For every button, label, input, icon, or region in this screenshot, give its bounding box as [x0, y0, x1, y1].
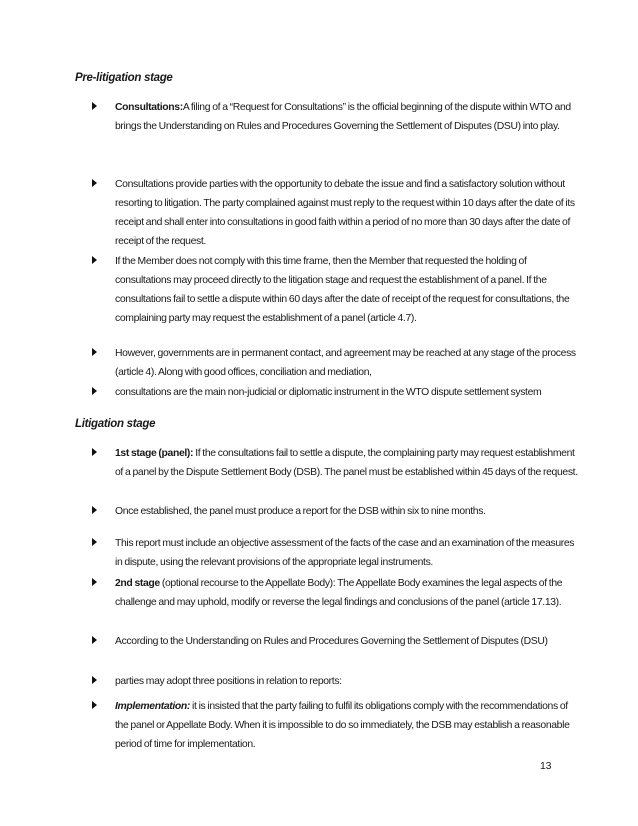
item-body: If the consultations fail to settle a dispute, the complaining party may request establishment of a panel by the Dispute Settlement Body (DSB). The panel must be established within 45 days of the request.: [115, 448, 578, 478]
triangle-bullet-icon: [92, 506, 97, 514]
triangle-bullet-icon: [92, 256, 97, 264]
triangle-bullet-icon: [92, 387, 97, 395]
item-body: However, governments are in permanent contact, and agreement may be reached at any stage of the process (article 4). Along with good offices, conciliation and mediation,: [115, 348, 576, 378]
list-item-text: [115, 175, 578, 251]
item-body: A filing of a “Request for Consultations” is the official beginning of the dispute within WTO and brings the Understanding on Rules and Procedures Governing the Settlement of Disputes (DSU) into play.: [115, 102, 571, 132]
list-item: [92, 574, 578, 612]
list-item-text: [115, 502, 578, 521]
item-body: it is insisted that the party failing to fulfil its obligations comply with the recommendations of the panel or Appellate Body. When it is impossible to do so immediately, the DSB may establish a reasonable period of time for implementation.: [115, 701, 570, 750]
list-item: [92, 632, 578, 651]
triangle-bullet-icon: [92, 448, 97, 456]
section-heading-litigation: Litigation stage: [75, 418, 156, 430]
triangle-bullet-icon: [92, 636, 97, 644]
list-item: [92, 252, 578, 328]
triangle-bullet-icon: [92, 179, 97, 187]
list-item: [92, 98, 578, 136]
list-item-text: [115, 98, 578, 136]
triangle-bullet-icon: [92, 538, 97, 546]
list-item-text: [115, 444, 578, 482]
list-item-text: [115, 574, 578, 612]
item-lead: Consultations:: [115, 102, 183, 113]
item-body: parties may adopt three positions in relation to reports:: [115, 676, 342, 687]
list-item: [92, 175, 578, 251]
list-item-text: [115, 534, 578, 572]
item-body: Once established, the panel must produce a report for the DSB within six to nine months.: [115, 506, 486, 517]
item-lead: 2nd stage: [115, 578, 160, 589]
item-body: Consultations provide parties with the opportunity to debate the issue and find a satisfactory solution without resorting to litigation. The party complained against must reply to the request within 10 days after the date of its receipt and shall enter into consultations in good faith within a period of no more than 30 days after the date of receipt of the request.: [115, 179, 575, 247]
list-item: [92, 534, 578, 572]
item-lead: Implementation:: [115, 701, 190, 712]
item-body: consultations are the main non-judicial or diplomatic instrument in the WTO dispute settlement system: [115, 387, 542, 398]
list-item-text: [115, 252, 578, 328]
triangle-bullet-icon: [92, 348, 97, 356]
section-heading-pre-litigation: Pre-litigation stage: [75, 72, 173, 84]
list-item-text: [115, 632, 578, 651]
item-body: If the Member does not comply with this time frame, then the Member that requested the holding of consultations may proceed directly to the litigation stage and request the establishment of a panel. If the consultations fail to settle a dispute within 60 days after the date of receipt of the request for consultations, the complaining party may request the establishment of a panel (article 4.7).: [115, 256, 570, 324]
triangle-bullet-icon: [92, 578, 97, 586]
list-item: [92, 383, 578, 402]
list-item: [92, 502, 578, 521]
page-number: 13: [540, 760, 552, 772]
list-item-text: [115, 344, 578, 382]
list-item-text: [115, 697, 578, 754]
triangle-bullet-icon: [92, 676, 97, 684]
list-item-text: [115, 383, 578, 402]
list-item: [92, 697, 578, 754]
item-body: According to the Understanding on Rules and Procedures Governing the Settlement of Disputes (DSU): [115, 636, 548, 647]
triangle-bullet-icon: [92, 701, 97, 709]
item-body: This report must include an objective assessment of the facts of the case and an examination of the measures in dispute, using the relevant provisions of the appropriate legal instruments.: [115, 538, 575, 568]
item-body: (optional recourse to the Appellate Body): The Appellate Body examines the legal aspects of the challenge and may uphold, modify or reverse the legal findings and conclusions of the panel (article 17.13).: [115, 578, 563, 608]
list-item: [92, 344, 578, 382]
list-item: [92, 444, 578, 482]
triangle-bullet-icon: [92, 102, 97, 110]
list-item-text: [115, 672, 578, 691]
item-lead: 1st stage (panel):: [115, 448, 194, 459]
list-item: [92, 672, 578, 691]
